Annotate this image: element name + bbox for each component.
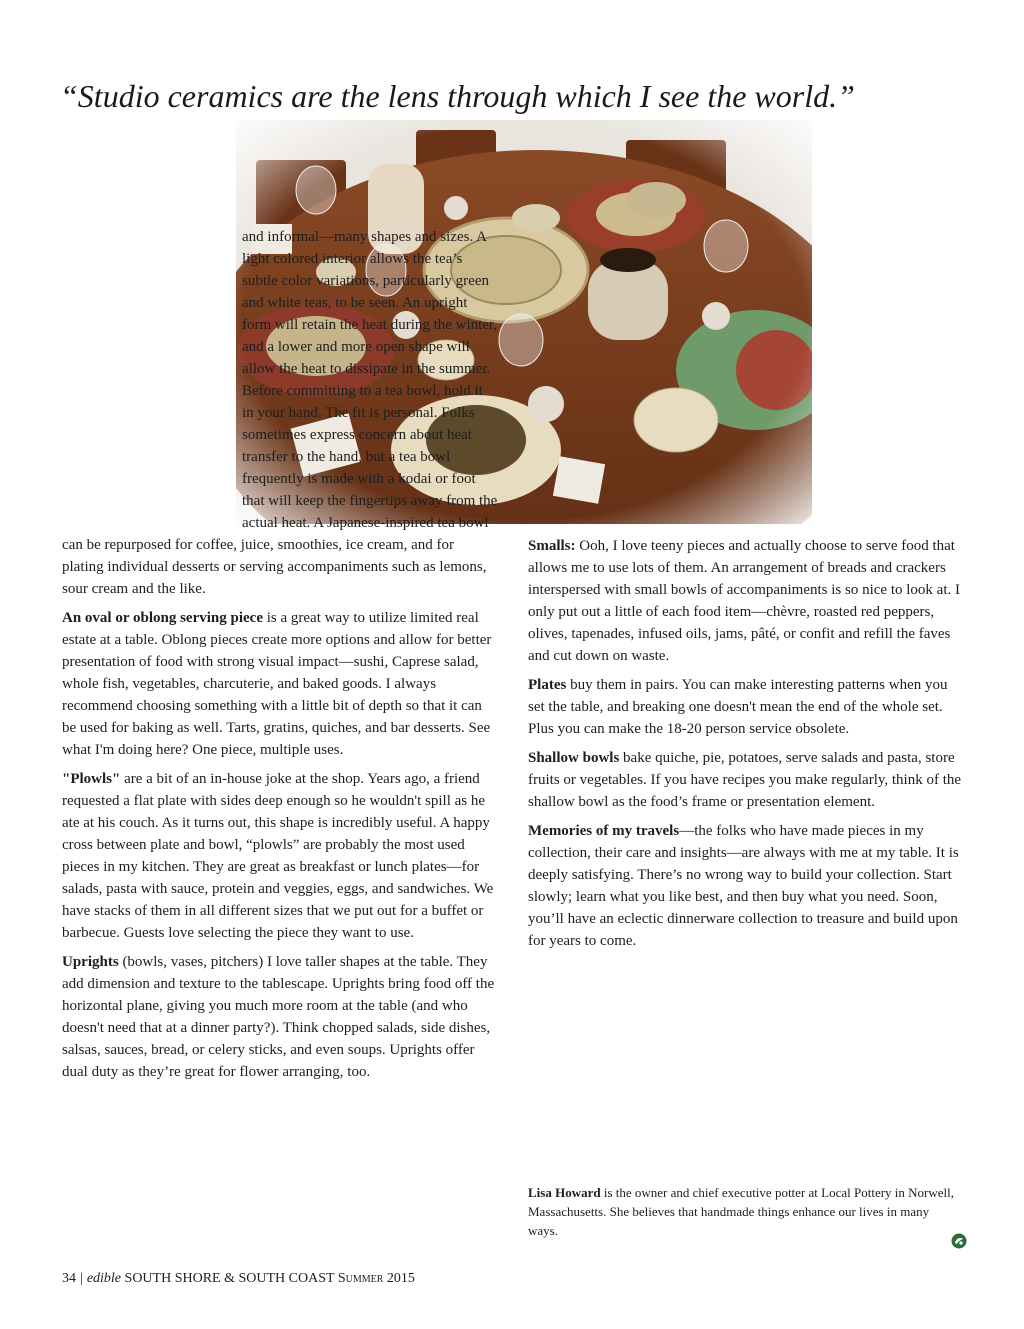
edible-logo-icon [951,1233,967,1249]
pull-quote: “Studio ceramics are the lens through which I see the world.” [60,78,855,114]
left-paragraph-plowls: "Plowls" are a bit of an in-house joke at the shop. Years ago, a friend requested a flat plate with sides deep enough so he wouldn't spill as he ate at his couch. As it turns out, this shape is incredibly useful. A happy cross between plate and bowl, “plowls” are probably the most used pieces in my kitchen. They are great as breakfast or lunch plates—for salads, pasta with sauce, protein and veggies, eggs, and sandwiches. We have stacks of them in all different sizes that we put out for a buffet or barbecue. Guests love selecting the piece they want to use. [62,771,494,941]
right-paragraph-shallow-bowls: Shallow bowls bake quiche, pie, potatoes, serve salads and pasta, store fruits or vegetables. If you have recipes you make regularly, think of the shallow bowl as the food’s frame or presentation element. [528,750,962,810]
magazine-title: SOUTH SHORE & SOUTH COAST [121,1271,338,1286]
left-paragraph-uprights: Uprights (bowls, vases, pitchers) I love taller shapes at the table. They add dimension and texture to the tablescape. Uprights bring food off the horizontal plane, giving you much more room at the table (and who doesn't need that at a dinner party?). Think chopped salads, side dishes, salsas, sauces, bread, or celery sticks, and even soups. Uprights offer dual duty as they’re great for flower arranging, too. [62,954,495,1080]
author-name: Lisa Howard [528,1185,601,1200]
lead-plowls: "Plowls" [62,771,121,787]
right-paragraph-memories: Memories of my travels—the folks who have made pieces in my collection, their care and insights—are always with me at my table. It is deeply satisfying. There’s no wrong way to build your collection. Start slowly; learn what you like best, and then buy what you need. Soon, you’ll have an eclectic dinnerware collection to treasure and build upon for years to come. [528,823,959,949]
right-column [528,535,962,959]
photo-wrap-spacer [62,226,242,530]
issue-season: Summer 2015 [337,1271,415,1286]
lead-memories: Memories of my travels [528,823,680,839]
lead-uprights: Uprights [62,954,119,970]
footer-separator: | [80,1271,83,1286]
magazine-name: edible [86,1271,122,1286]
right-paragraph-plates: Plates buy them in pairs. You can make interesting patterns when you set the table, and breaking one doesn't mean the end of the whole set. Plus you can make the 18-20 person service obsolete. [528,677,948,737]
lead-smalls: Smalls: [528,538,576,554]
left-column [62,226,498,1090]
right-paragraph-smalls: Smalls: Ooh, I love teeny pieces and actually choose to serve food that allows me to use lots of them. An arrangement of breads and crackers interspersed with small bowls of accompaniments is so nice to look at. I only put out a little of each food item—chèvre, roasted red peppers, olives, tapenades, infused oils, jams, pâté, or confit and refill the faves and cut down on waste. [528,538,960,664]
lead-oval-serving-piece: An oval or oblong serving piece [62,610,263,626]
lead-plates: Plates [528,677,567,693]
page-footer [62,1270,415,1288]
left-paragraph-tea-bowl: and informal—many shapes and sizes. A light colored interior allows the tea’s subtle color variations, particularly green and white teas, to be seen. An upright form will retain the heat during the winter, and a lower and more open shape will allow the heat to dissipate in the summer. Before committing to a tea bowl, hold it in your hand. The fit is personal. Folks sometimes express concern about heat transfer to the hand, but a tea bowl frequently is made with a kodai or foot that will keep the fingertips away from the actual heat. A Japanese-inspired tea bowl can be repurposed for coffee, juice, smoothies, ice cream, and for plating individual desserts or serving accompaniments such as lemons, sour cream and the like. [62,229,498,597]
left-paragraph-oval-serving: An oval or oblong serving piece is a great way to utilize limited real estate at a table. Oblong pieces create more options and allow for better presentation of food with strong visual impact—sushi, Caprese salad, whole fish, vegetables, charcuterie, and baked goods. I always recommend choosing something with a little bit of depth so that it can be used for baking as well. Tarts, gratins, quiches, and bar desserts. See what I'm doing here? One piece, multiple uses. [62,610,492,758]
lead-shallow-bowls: Shallow bowls [528,750,620,766]
author-bio: Lisa Howard is the owner and chief executive potter at Local Pottery in Norwell, Massachusetts. She believes that handmade things enhance our lives in many ways. [528,1185,954,1238]
page-number: 34 [62,1271,76,1286]
